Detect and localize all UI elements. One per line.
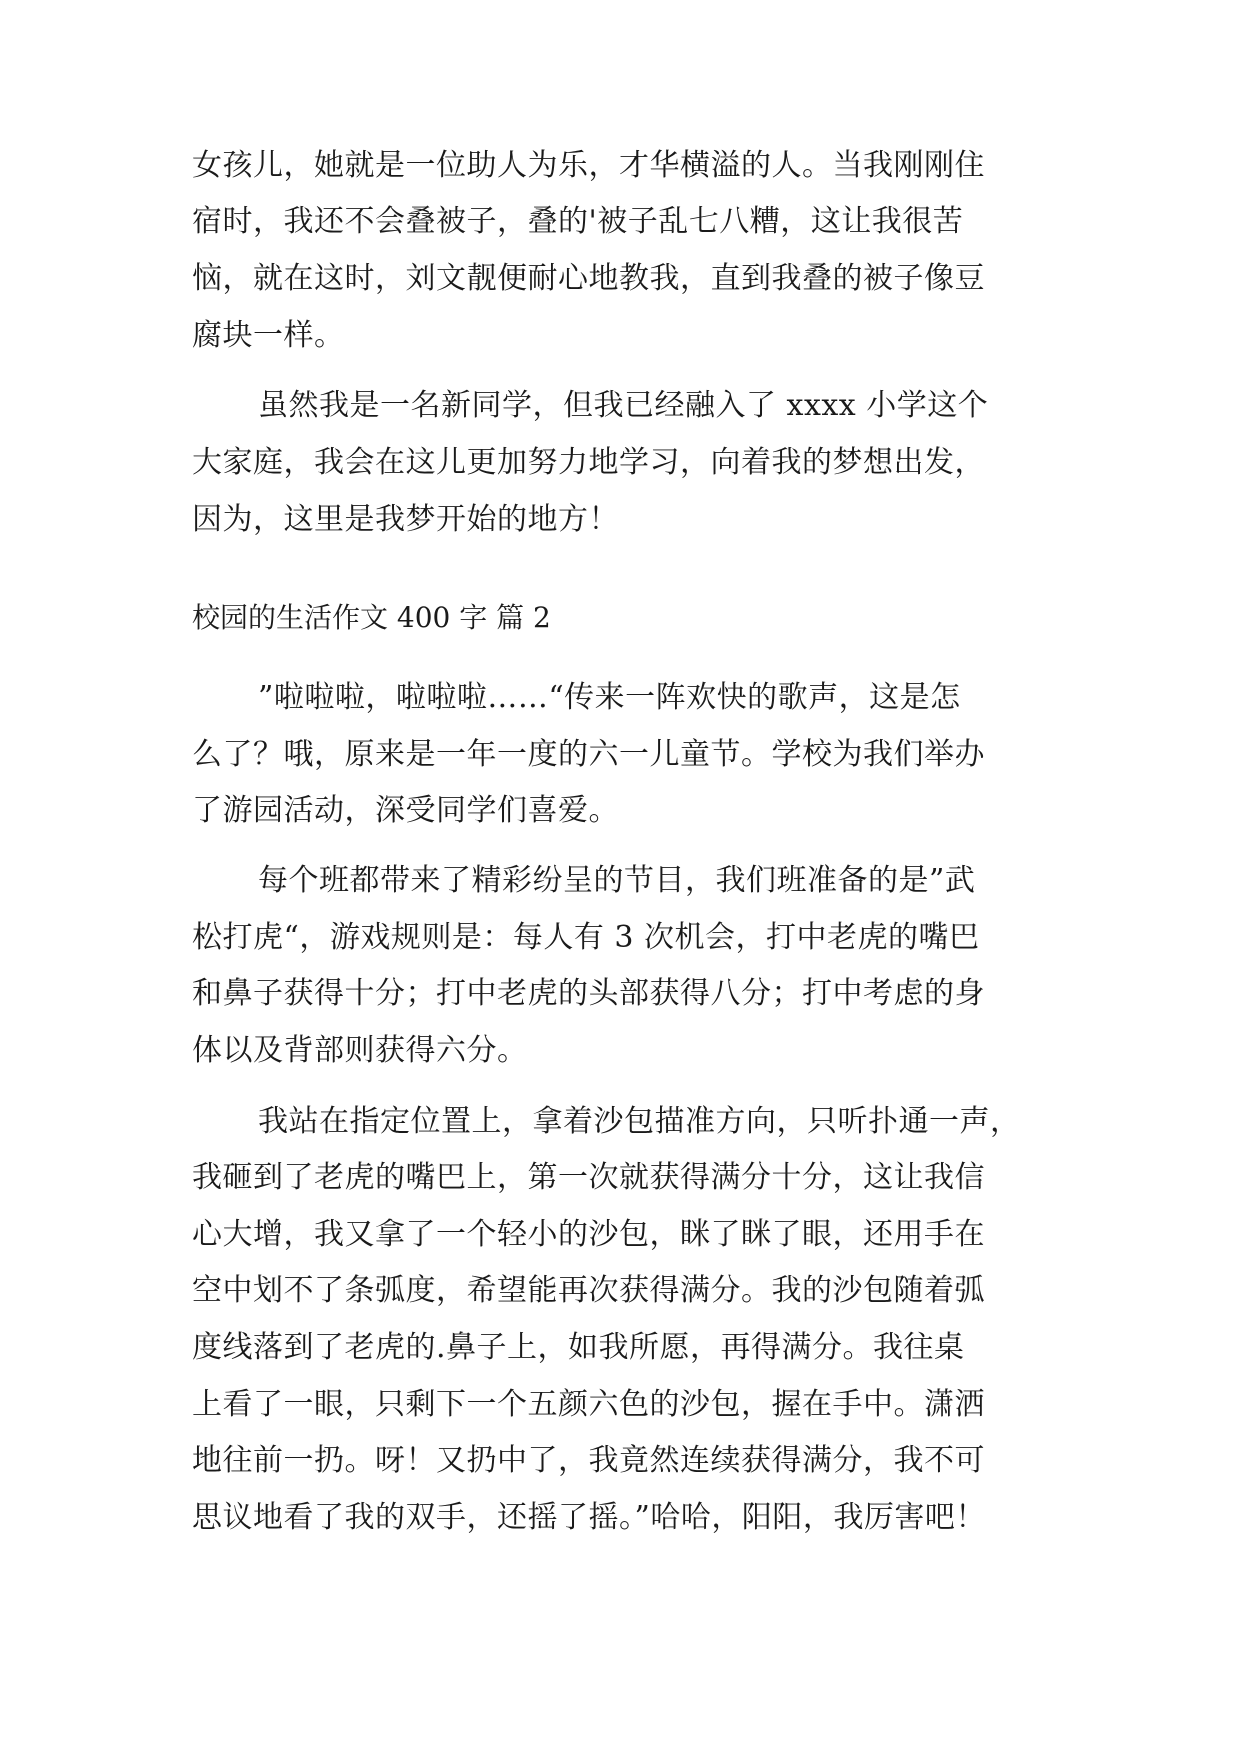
section-heading: 校园的生活作文 400 字 篇 2 bbox=[192, 601, 551, 634]
paragraph-line: 腐块一样。 bbox=[192, 318, 345, 353]
paragraph-line: ”啦啦啦，啦啦啦……“传来一阵欢快的歌声，这是怎 bbox=[258, 680, 961, 715]
paragraph-line: 度线落到了老虎的.鼻子上，如我所愿，再得满分。我往桌 bbox=[192, 1330, 965, 1365]
paragraph-line: 心大增，我又拿了一个轻小的沙包，眯了眯了眼，还用手在 bbox=[192, 1217, 985, 1252]
paragraph-line: 我砸到了老虎的嘴巴上，第一次就获得满分十分，这让我信 bbox=[192, 1160, 985, 1195]
paragraph-line: 地往前一扔。呀！又扔中了，我竟然连续获得满分，我不可 bbox=[192, 1443, 985, 1478]
paragraph-line: 大家庭，我会在这儿更加努力地学习，向着我的梦想出发， bbox=[192, 445, 985, 480]
paragraph-line: 么了？哦，原来是一年一度的六一儿童节。学校为我们举办 bbox=[192, 737, 985, 772]
paragraph-line: 恼，就在这时，刘文靓便耐心地教我，直到我叠的被子像豆 bbox=[192, 261, 985, 296]
paragraph-line: 虽然我是一名新同学，但我已经融入了 xxxx 小学这个 bbox=[258, 388, 989, 423]
paragraph-line: 了游园活动，深受同学们喜爱。 bbox=[192, 793, 619, 828]
paragraph-line: 松打虎“，游戏规则是：每人有 3 次机会，打中老虎的嘴巴 bbox=[192, 920, 980, 955]
paragraph-line: 体以及背部则获得六分。 bbox=[192, 1033, 528, 1068]
paragraph-line: 每个班都带来了精彩纷呈的节目，我们班准备的是”武 bbox=[258, 863, 976, 898]
paragraph-line: 思议地看了我的双手，还摇了摇。”哈哈，阳阳，我厉害吧！ bbox=[192, 1500, 986, 1535]
paragraph-line: 女孩儿，她就是一位助人为乐，才华横溢的人。当我刚刚住 bbox=[192, 148, 985, 183]
paragraph-line: 因为，这里是我梦开始的地方！ bbox=[192, 502, 619, 537]
paragraph-line: 上看了一眼，只剩下一个五颜六色的沙包，握在手中。潇洒 bbox=[192, 1387, 985, 1422]
paragraph-line: 我站在指定位置上，拿着沙包描准方向，只听扑通一声， bbox=[258, 1104, 1021, 1139]
paragraph-line: 宿时，我还不会叠被子，叠的'被子乱七八糟，这让我很苦 bbox=[192, 204, 964, 239]
paragraph-line: 和鼻子获得十分；打中老虎的头部获得八分；打中考虑的身 bbox=[192, 976, 985, 1011]
paragraph-line: 空中划不了条弧度，希望能再次获得满分。我的沙包随着弧 bbox=[192, 1273, 985, 1308]
